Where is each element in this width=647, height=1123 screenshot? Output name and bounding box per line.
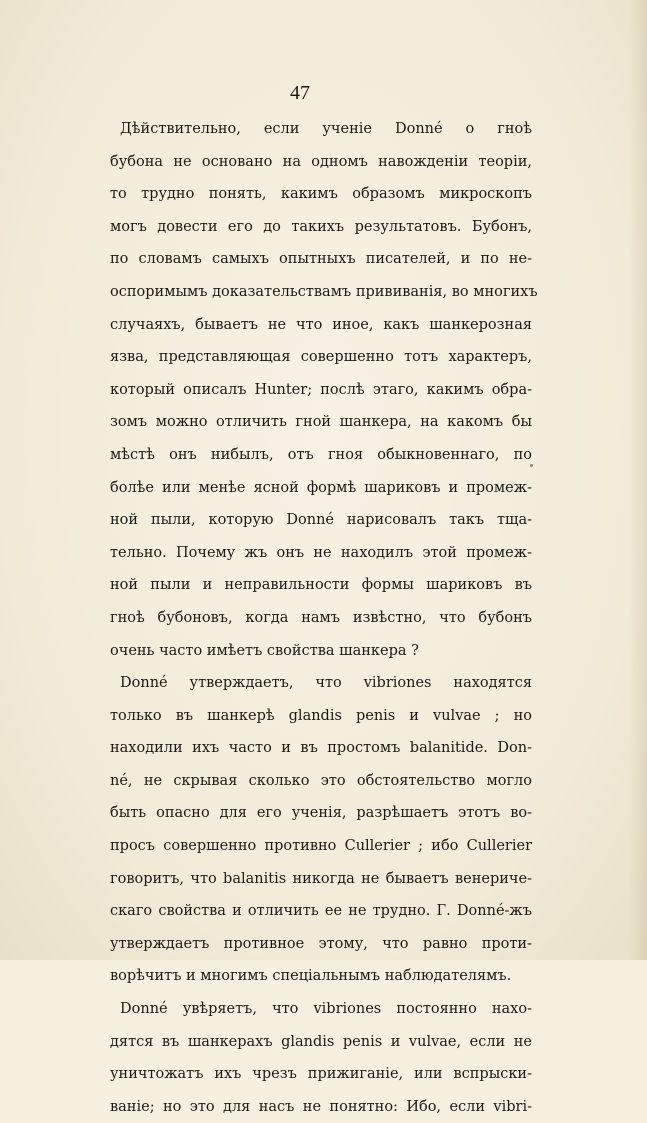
text-line: оспоримымъ доказательствамъ прививанія, во многихъ xyxy=(110,283,538,300)
text-line: гноѣ бубоновъ, когда намъ извѣстно, что бубонъ xyxy=(110,609,532,626)
text-line: язва, представляющая совершенно тотъ характеръ, xyxy=(110,349,532,366)
text-line: бубона не основано на одномъ навожденіи теоріи, xyxy=(110,153,532,170)
text-line: находили ихъ часто и въ простомъ balanitide. Don- xyxy=(110,740,532,757)
text-line: утверждаетъ противное этому, что равно проти- xyxy=(110,935,532,952)
text-line: Donné увѣряетъ, что vibriones постоянно нахо- xyxy=(120,1001,532,1018)
page-edge-shadow xyxy=(629,0,647,960)
text-line: зомъ можно отличить гной шанкера, на какомъ бы xyxy=(110,414,532,431)
text-line: скаго свойства и отличить ее не трудно. Г. Donné-жъ xyxy=(110,903,532,920)
text-line: болѣе или менѣе ясной формѣ шариковъ и промеж- xyxy=(110,479,532,496)
paper-speck xyxy=(530,464,533,467)
text-line: ной пыли и неправильности формы шариковъ въ xyxy=(110,577,532,594)
text-line: né, не скрывая сколько это обстоятельство могло xyxy=(110,772,532,789)
text-line: случаяхъ, бываетъ не что иное, какъ шанкерозная xyxy=(110,316,532,333)
text-line: ваніе; но это для насъ не понятно: Ибо, если vibri- xyxy=(110,1098,532,1115)
text-line: уничтожатъ ихъ чрезъ прижиганіе, или вспрыски- xyxy=(110,1066,532,1083)
body-text xyxy=(110,113,538,1123)
text-line: говоритъ, что balanitis никогда не бываетъ венериче- xyxy=(110,870,532,887)
text-line: очень часто имѣетъ свойства шанкера ? xyxy=(110,642,419,659)
text-line: то трудно понять, какимъ образомъ микроскопъ xyxy=(110,186,532,203)
text-line: тельно. Почему жъ онъ не находилъ этой промеж- xyxy=(110,544,532,561)
text-line: Дѣйствительно, если ученіе Donné о гноѣ xyxy=(120,121,532,137)
text-line: ной пыли, которую Donné нарисовалъ такъ тща- xyxy=(110,512,532,529)
text-line: ворѣчитъ и многимъ спеціальнымъ наблюдателямъ. xyxy=(110,968,512,985)
text-line: могъ довести его до такихъ результатовъ. Бубонъ, xyxy=(110,218,532,235)
text-line: мѣстѣ онъ нибылъ, отъ гноя обыкновеннаго, по xyxy=(110,446,532,463)
text-line: дятся въ шанкерахъ glandis penis и vulvae, если не xyxy=(110,1033,532,1050)
text-line: Donné утверждаетъ, что vibriones находятся xyxy=(120,675,532,692)
page-number: 47 xyxy=(290,82,310,104)
text-line: по словамъ самыхъ опытныхъ писателей, и по не- xyxy=(110,251,532,268)
text-line: просъ совершенно противно Cullerier ; ибо Cullerier xyxy=(110,838,532,855)
text-line: быть опасно для его ученія, разрѣшаетъ этотъ во- xyxy=(110,805,532,822)
text-line: который описалъ Hunter; послѣ этаго, какимъ обра- xyxy=(110,381,532,398)
text-line: только въ шанкерѣ glandis penis и vulvae ; но xyxy=(110,707,532,724)
